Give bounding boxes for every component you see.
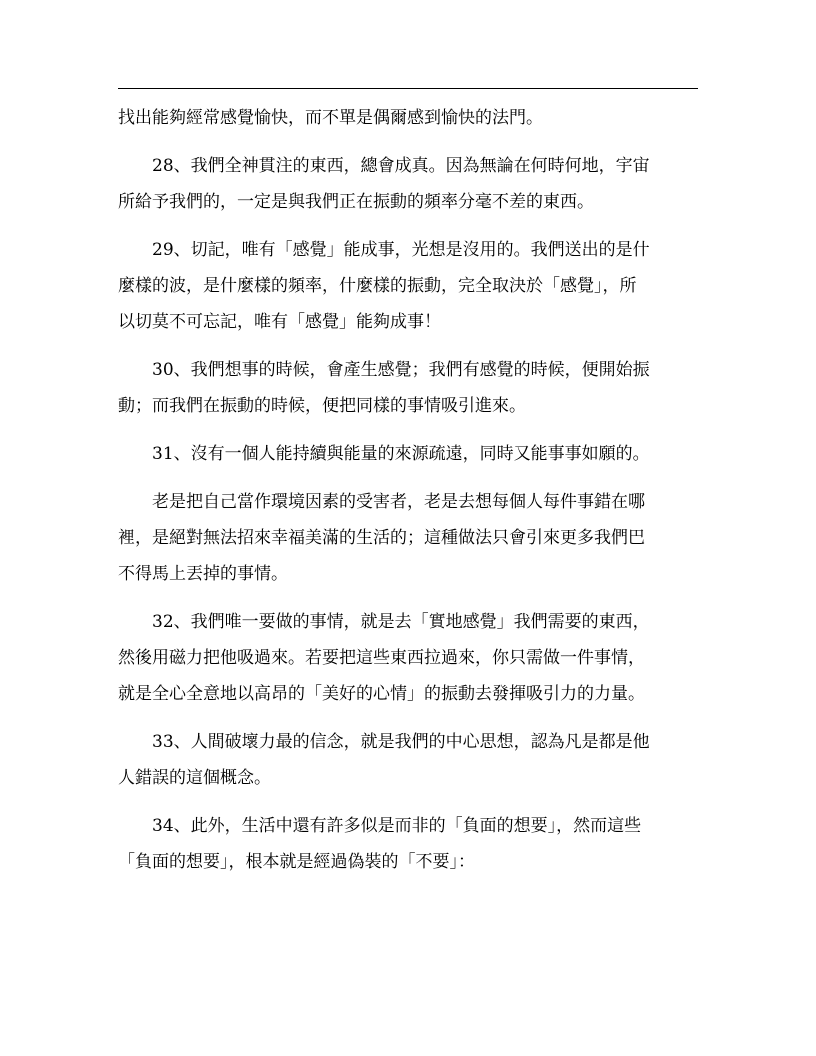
paragraph-victim: [118, 484, 698, 592]
paragraph-29: [118, 232, 698, 340]
paragraph-line: 然後用磁力把他吸過來。若要把這些東西拉過來，你只需做一件事情，: [118, 648, 645, 668]
paragraph-line: 34、此外，生活中還有許多似是而非的「負面的想要」，然而這些: [152, 816, 642, 836]
paragraph-line: 不得馬上丟掉的事情。: [118, 564, 288, 584]
paragraph-line: 所給予我們的，一定是與我們正在振動的頻率分毫不差的東西。: [118, 192, 594, 212]
paragraph-32: [118, 604, 698, 712]
paragraph-30: [118, 352, 698, 424]
paragraph-line: 29、切記，唯有「感覺」能成事，光想是沒用的。我們送出的是什: [152, 240, 650, 260]
paragraph-31: [118, 436, 698, 472]
paragraph-28: [118, 148, 698, 220]
header-rule: [118, 88, 698, 89]
paragraph-line: 找出能夠經常感覺愉快，而不單是偶爾感到愉快的法門。: [118, 108, 543, 128]
document-body: [118, 100, 698, 892]
paragraph-continuation: [118, 100, 698, 136]
paragraph-line: 33、人間破壞力最的信念，就是我們的中心思想，認為凡是都是他: [152, 732, 650, 752]
paragraph-line: 裡，是絕對無法招來幸福美滿的生活的；這種做法只會引來更多我們巴: [118, 528, 645, 548]
paragraph-line: 28、我們全神貫注的東西，總會成真。因為無論在何時何地，宇宙: [152, 156, 650, 176]
paragraph-line: 麼樣的波，是什麼樣的頻率，什麼樣的振動，完全取決於「感覺」，所: [118, 276, 637, 296]
paragraph-line: 就是全心全意地以高昂的「美好的心情」的振動去發揮吸引力的力量。: [118, 684, 645, 704]
paragraph-line: 人錯誤的這個概念。: [118, 768, 271, 788]
paragraph-line: 「負面的想要」，根本就是經過偽裝的「不要」：: [118, 852, 475, 872]
paragraph-line: 動；而我們在振動的時候，便把同樣的事情吸引進來。: [118, 396, 526, 416]
paragraph-34: [118, 808, 698, 880]
paragraph-line: 31、沒有一個人能持續與能量的來源疏遠，同時又能事事如願的。: [152, 444, 650, 464]
paragraph-line: 30、我們想事的時候，會產生感覺；我們有感覺的時候，便開始振: [152, 360, 650, 380]
paragraph-line: 以切莫不可忘記，唯有「感覺」能夠成事！: [118, 312, 441, 332]
paragraph-33: [118, 724, 698, 796]
paragraph-line: 老是把自己當作環境因素的受害者，老是去想每個人每件事錯在哪: [152, 492, 645, 512]
paragraph-line: 32、我們唯一要做的事情，就是去「實地感覺」我們需要的東西，: [152, 612, 650, 632]
